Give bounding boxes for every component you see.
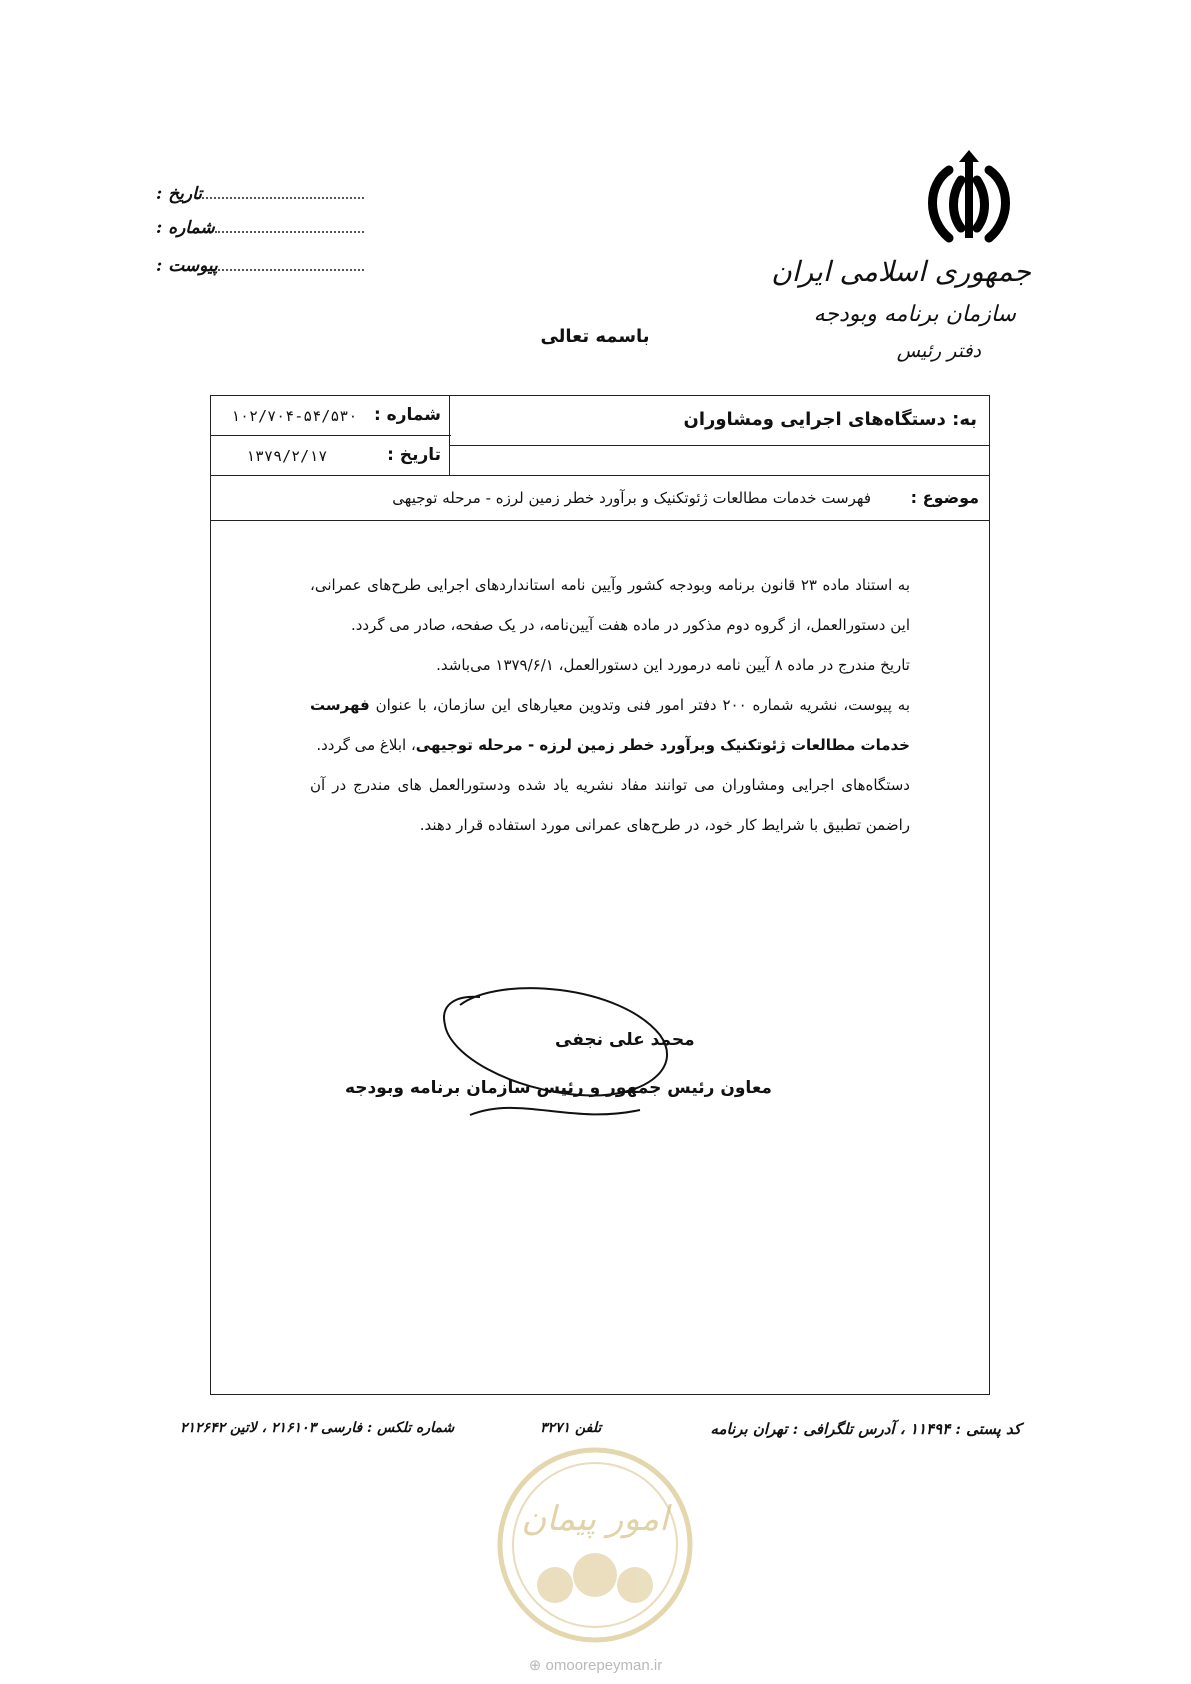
meta-attachment-row [152,250,364,276]
meta-date-label: تاریخ : [156,184,203,204]
signature-scribble [440,975,680,1125]
body-paragraph-3 [310,685,910,765]
date-label: تاریخ : [387,445,441,465]
body-paragraph-2: تاریخ مندرج در ماده ۸ آیین نامه درمورد این دستورالعمل، ۱۳۷۹/۶/۱ می‌باشد. [436,656,910,674]
date-value: ۱۳۷۹/۲/۱۷ [246,447,328,465]
meta-number-dots [215,223,364,233]
basmala-heading: باسمه تعالی [540,326,650,347]
org-name-line2: سازمان برنامه وبودجه [813,302,1016,327]
watermark-seal-icon [485,1445,705,1645]
meta-date-row [152,178,364,204]
iran-emblem-icon [919,150,1019,260]
watermark-site: ⊕ omoorepeyman.ir [528,1657,663,1674]
subject-cell [211,476,989,521]
watermark-site-text: omoorepeyman.ir [545,1657,663,1674]
meta-date-dots [202,189,364,199]
body-paragraph-4: دستگاه‌های اجرایی ومشاوران می توانند مفاد نشریه یاد شده ودستورالعمل های مندرج در آن راضمن تطبیق با شرایط کار خود، در طرح‌های عمرانی مورد استفاده قرار دهند. [310,776,910,834]
recipient-value: دستگاه‌های اجرایی ومشاوران [683,409,946,430]
date-cell [211,436,451,476]
recipient-label: به: [952,409,977,430]
meta-attachment-label: پیوست : [156,256,218,276]
body-paragraph-1: به استناد ماده ۲۳ قانون برنامه وبودجه کشور وآیین نامه استانداردهای اجرایی طرح‌های عمرانی، این دستورالعمل، از گروه دوم مذکور در ماده هفت آیین‌نامه، در یک صفحه، صادر می گردد. [310,576,911,634]
footer-postal: کد پستی : ۱۱۴۹۴ ، آدرس تلگرافی : تهران برنامه [710,1420,1021,1438]
subject-value: فهرست خدمات مطالعات ژئوتکنیک و برآورد خطر زمین لرزه - مرحله توجیهی [392,489,871,507]
letter-frame [210,395,990,1395]
signatory-name: محمد علی نجفی [555,1030,695,1050]
number-cell [211,396,451,436]
recipient [683,409,977,430]
number-value: ۱۰۲/۷۰۴-۵۴/۵۳۰ [231,407,358,425]
number-label: شماره : [373,405,441,425]
publication-title: فهرست خدمات مطالعات ژئوتکنیک وبرآورد خطر زمین لرزه - مرحله توجیهی [310,696,910,754]
org-name-line1: جمهوری اسلامی ایران [771,255,1031,288]
letter-body [310,565,910,845]
blank-cell [449,446,989,476]
meta-attachment-dots [218,261,364,271]
body-paragraph-3-end: ، ابلاغ می گردد. [316,736,416,754]
meta-number-row [152,212,364,238]
org-office-line: دفتر رئیس [896,340,981,362]
meta-number-label: شماره : [156,218,215,238]
footer-phone: تلفن ۳۲۷۱ [540,1420,602,1436]
subject-label: موضوع : [910,488,979,507]
watermark-seal-text: امور پیمان [521,1499,669,1539]
footer-telex: شماره تلکس : فارسی ۲۱۶۱۰۳ ، لاتین ۲۱۲۶۴۲ [180,1420,455,1436]
signatory-title: معاون رئیس جمهور و رئیس سازمان برنامه وبودجه [345,1078,772,1098]
body-paragraph-3-intro: به پیوست، نشریه شماره ۲۰۰ دفتر امور فنی وتدوین معیارهای این سازمان، با عنوان [369,696,910,714]
recipient-cell [449,396,989,446]
